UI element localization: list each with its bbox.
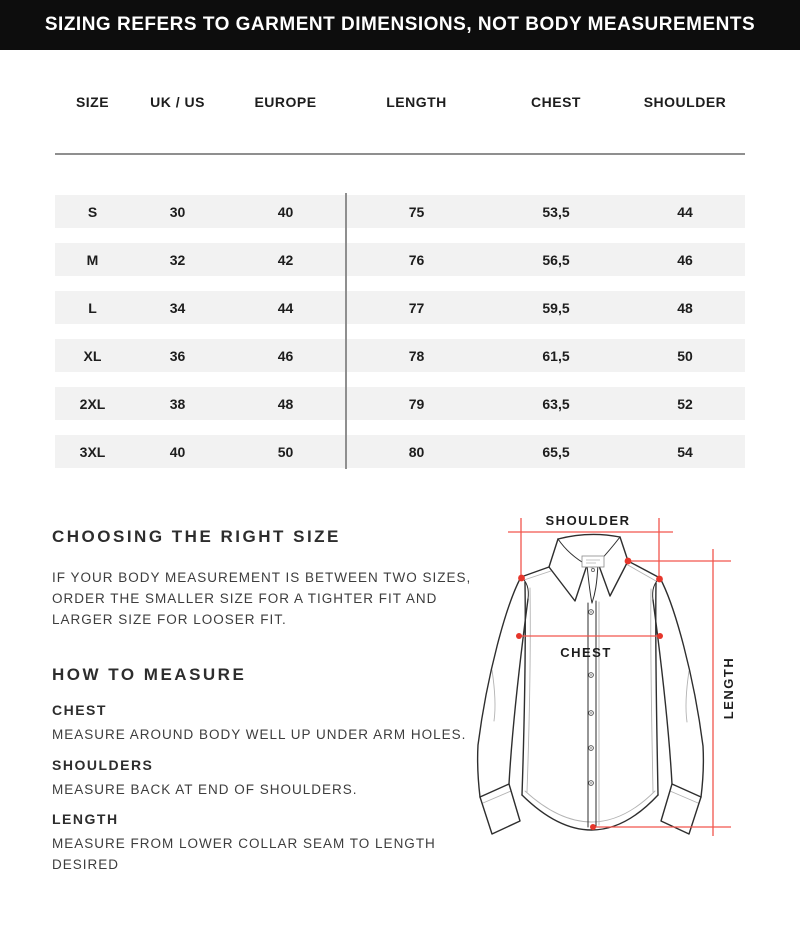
table-cell: 44 [277, 299, 294, 316]
shirt-drawing-icon [478, 534, 704, 834]
table-cell: 34 [169, 299, 186, 316]
text-line: IF YOUR BODY MEASUREMENT IS BETWEEN TWO SIZES, [52, 570, 472, 585]
text-line: ORDER THE SMALLER SIZE FOR A TIGHTER FIT AND [52, 591, 438, 606]
table-row-xl [55, 339, 745, 372]
table-column-divider [345, 193, 347, 469]
brand-label-icon [582, 556, 604, 567]
table-cell: 59,5 [542, 299, 570, 316]
choosing-size-text [52, 567, 471, 630]
table-cell: 56,5 [542, 251, 570, 268]
table-cell: XL [83, 347, 102, 364]
table-cell: 32 [169, 251, 186, 268]
column-header-chest: CHEST [531, 94, 581, 110]
measure-item-chest-text [52, 724, 466, 745]
table-cell: 52 [677, 395, 693, 412]
choosing-size-heading: CHOOSING THE RIGHT SIZE [52, 527, 341, 546]
table-cell: 76 [408, 251, 425, 268]
table-header-rule [55, 153, 745, 155]
text-line: DESIRED [52, 857, 120, 872]
table-row-m [55, 243, 745, 276]
table-cell: 80 [408, 443, 425, 460]
shoulder-left-dot [518, 575, 525, 582]
shoulder-right-dot [656, 576, 663, 583]
table-cell: 77 [408, 299, 425, 316]
diagram-chest-label: CHEST [560, 645, 612, 660]
measurement-annotations [508, 518, 731, 836]
text-line: MEASURE AROUND BODY WELL UP UNDER ARM HOLES. [52, 727, 467, 742]
table-cell: 50 [677, 347, 693, 364]
table-cell: 42 [277, 251, 294, 268]
table-cell: 48 [677, 299, 693, 316]
chest-left-dot [516, 633, 522, 639]
table-cell: S [87, 203, 98, 220]
table-cell: 79 [408, 395, 425, 412]
measure-item-length-text [52, 833, 436, 875]
table-cell: 75 [408, 203, 425, 220]
disclaimer-banner: SIZING REFERS TO GARMENT DIMENSIONS, NOT BODY MEASUREMENTS [0, 0, 800, 50]
table-cell: 40 [169, 443, 186, 460]
measure-item-shoulders-text [52, 779, 358, 800]
column-header-europe: EUROPE [254, 94, 317, 110]
measure-item-length-label: LENGTH [52, 811, 119, 827]
table-cell: 3XL [79, 443, 106, 460]
measure-item-chest-label: CHEST [52, 702, 107, 718]
column-header-length: LENGTH [386, 94, 447, 110]
table-cell: 65,5 [542, 443, 570, 460]
shirt-measurement-diagram [450, 495, 800, 855]
table-cell: 63,5 [542, 395, 570, 412]
table-cell: 2XL [79, 395, 106, 412]
table-cell: 38 [169, 395, 186, 412]
table-cell: 61,5 [542, 347, 570, 364]
size-table-body [55, 195, 745, 483]
hem-dot [590, 824, 596, 830]
table-cell: M [86, 251, 99, 268]
table-cell: 53,5 [542, 203, 570, 220]
table-cell: 36 [169, 347, 186, 364]
collar-seam-dot [625, 558, 632, 565]
text-line: MEASURE FROM LOWER COLLAR SEAM TO LENGTH [52, 836, 436, 851]
table-row-2xl [55, 387, 745, 420]
chest-right-dot [657, 633, 663, 639]
how-to-measure-heading: HOW TO MEASURE [52, 665, 247, 684]
size-table-header [55, 92, 745, 112]
table-cell: 44 [677, 203, 693, 220]
column-header-uk-us: UK / US [150, 94, 205, 110]
diagram-shoulder-label: SHOULDER [545, 513, 631, 528]
table-row-l [55, 291, 745, 324]
measure-item-shoulders-label: SHOULDERS [52, 757, 154, 773]
table-cell: L [88, 299, 97, 316]
text-line: MEASURE BACK AT END OF SHOULDERS. [52, 782, 358, 797]
table-row-s [55, 195, 745, 228]
diagram-length-label: LENGTH [721, 656, 736, 720]
column-header-size: SIZE [75, 94, 110, 110]
text-line: LARGER SIZE FOR LOOSER FIT. [52, 612, 287, 627]
table-cell: 78 [408, 347, 425, 364]
table-cell: 48 [277, 395, 294, 412]
table-cell: 46 [277, 347, 294, 364]
table-cell: 30 [169, 203, 186, 220]
table-cell: 54 [677, 443, 693, 460]
table-cell: 40 [277, 203, 294, 220]
column-header-shoulder: SHOULDER [643, 94, 727, 110]
table-cell: 50 [277, 443, 294, 460]
table-cell: 46 [677, 251, 693, 268]
table-row-3xl [55, 435, 745, 468]
